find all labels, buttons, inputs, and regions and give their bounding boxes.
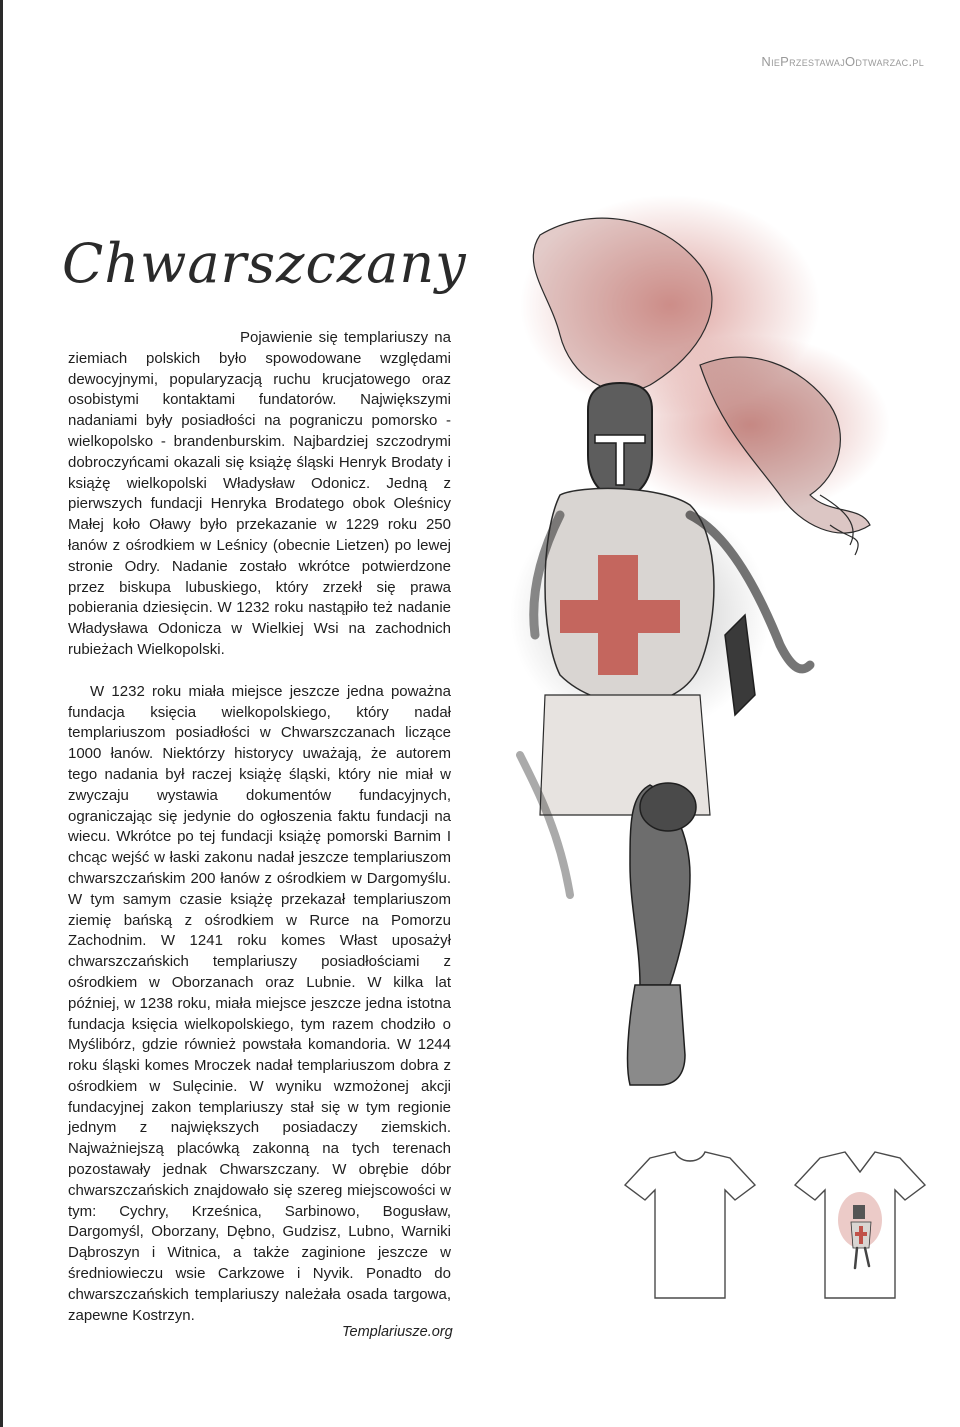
article-body: [68, 328, 451, 1326]
page-spine: [0, 0, 3, 1427]
tshirt-plain: [625, 1152, 755, 1298]
knee-guard: [640, 783, 696, 831]
boot: [628, 985, 685, 1085]
page-title: Chwarszczany: [62, 232, 467, 295]
tshirt-mockups: [615, 1150, 935, 1300]
site-header[interactable]: NiePrzestawajOdtwarzac.pl: [761, 54, 924, 69]
footer-link[interactable]: Templariusze.org: [342, 1324, 453, 1340]
print-helm: [853, 1205, 865, 1219]
tshirt-with-knight-print: [795, 1152, 925, 1298]
templar-knight-illustration: [500, 195, 940, 1125]
article-paragraph: W 1232 roku miała miejsce jeszcze jedna poważna fundacja księcia wielkopolskiego, który nadał templariuszom posiadłości w Chwarszczanach liczące 1000 łanów. Niektórzy historycy uważają, że autorem tego nadania był raczej książę śląski, który nie miał w zwyczaju wystawia dokumentów fundacyjnych, ograniczając się jedynie do ogłoszenia faktu fundacji na wiecu. Wkrótce po tej fundacji książę pomorski Barnim I chcąc wejść w łaski zakonu nadał jeszcze templariuszom chwarszczańskim 200 łanów z ośrodkiem w Dargomyślu. W tym samym czasie książę przekazał templariuszom ziemię bańską z ośrodkiem w Rurce na Pomorzu Zachodnim. W 1241 roku komes Włast uposażył chwarszczańskich templariuszy posiadłościami z ośrodkiem w Oborzanach oraz Lubnie. W kilka lat później, w 1238 roku, miała miejsce jeszcze jedna istotna fundacja księcia wielkopolskiego, tym razem chodziło o Myślibórz, gdzie również powstała komandoria. W 1244 roku śląski komes Mroczek nadał templariuszom dobra z ośrodkiem w Sulęcinie. W wyniku wzmożonej akcji fundacyjnej zakon templariuszy stał się w tym regionie jednym z największych posiadaczy ziemskich. Najważniejszą placówką zakonną na tych terenach pozostawały jednak Chwarszczany. W obrębie dóbr chwarszczańskich znajdowało się szereg miejscowości w tym: Cychry, Krześnica, Sarbinowo, Bogusław, Dargomyśl, Oborzany, Dębno, Gudzisz, Lubno, Warniki Dąbroszyn i Witnica, a także zaginione jeszcze w średniowieczu wsie Carkzowe i Nyvik. Ponadto do chwarszczańskich templariuszy należała osada targowa, zapewne Kostrzyn.: [68, 682, 451, 1324]
article-paragraph: Pojawienie się templariuszy na ziemiach polskich było spowodowane względami dewocyjnymi, popularyzacją ruchu krucjatowego oraz osobistymi kontaktami fundatorów. Największymi nadaniami były posiadłości na pograniczu pomorsko - wielkopolsko - brandenburskim. Najbardziej szczodrymi dobroczyńcami okazali się książę śląski Henryk Brodaty i książę wielkopolski Władysław Odonicz. Jedną z pierwszych fundacji Henryka Brodatego obok Oleśnicy Małej koło Oławy było przekazanie w 1229 roku 250 łanów z ośrodkiem w Leśnicy (obecnie Lietzen) po lewej stronie Odry. Nadanie zostało wkrótce potwierdzone przez biskupa lubuskiego, który zrzekł się prawa pobierania dziesięcin. W 1232 roku nastąpiło też nadanie Władysława Odonicza w Wielkiej Wsi na zachodnich rubieżach Wielkopolski.: [68, 329, 451, 658]
